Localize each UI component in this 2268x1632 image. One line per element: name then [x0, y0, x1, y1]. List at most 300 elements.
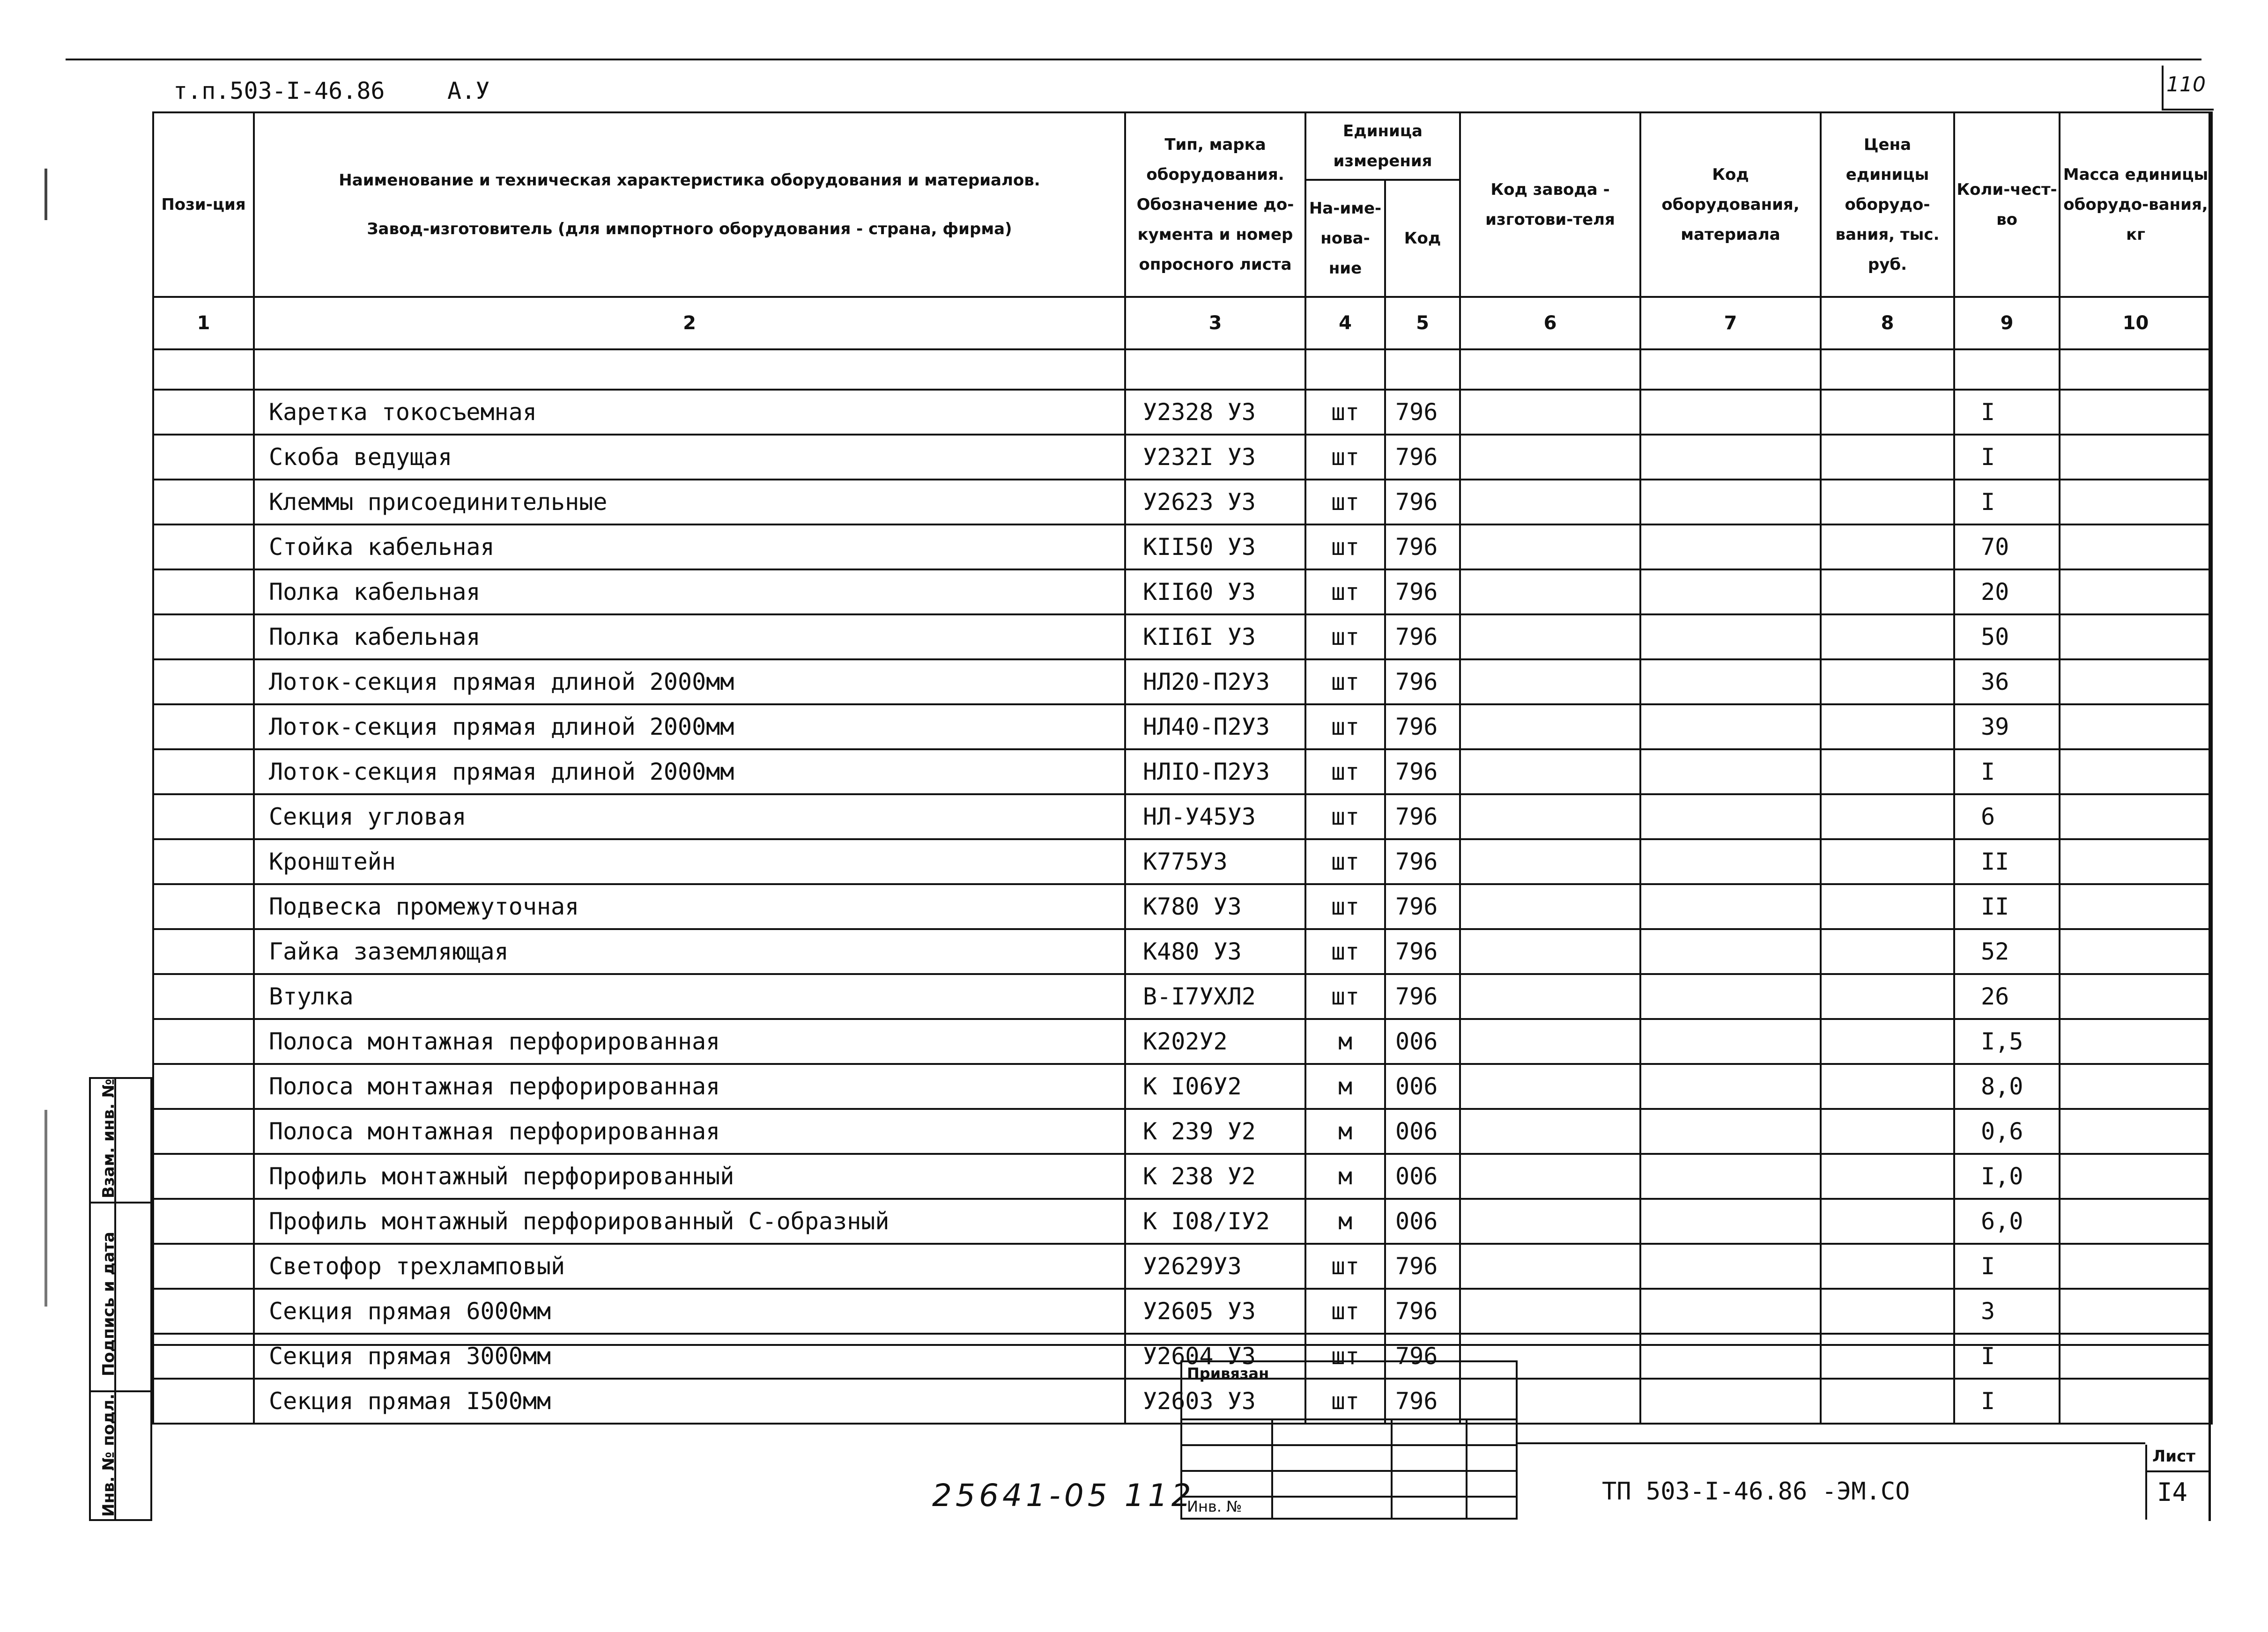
column-number: 3 [1125, 297, 1305, 349]
item-unit-code-cell: 796 [1385, 390, 1460, 435]
col-header-unit-group: Единица измерения [1305, 112, 1460, 180]
material-code-cell [1640, 1334, 1821, 1379]
item-unit-code-cell: 796 [1385, 614, 1460, 659]
item-unit-cell: шт [1305, 569, 1385, 614]
item-name-cell: Каретка токосъемная [254, 390, 1125, 435]
item-unit-code-cell: 796 [1385, 1379, 1460, 1424]
side-stamp-inv-original: Инв. № подл. [99, 1393, 118, 1517]
sheet-separator [2145, 1470, 2209, 1472]
item-unit-cell: шт [1305, 1379, 1385, 1424]
item-unit-cell: шт [1305, 480, 1385, 524]
header-row [153, 112, 2212, 180]
item-unit-cell: шт [1305, 704, 1385, 749]
price-cell [1821, 1289, 1954, 1334]
item-type-cell: У2605 У3 [1125, 1289, 1305, 1334]
col-header-price: Цена единицы оборудо-вания, тыс. руб. [1821, 112, 1954, 297]
item-name-cell: Полка кабельная [254, 614, 1125, 659]
mass-cell [2060, 974, 2212, 1019]
table-row [153, 1289, 2212, 1334]
price-cell [1821, 524, 1954, 569]
item-quantity-cell: I,0 [1954, 1154, 2060, 1199]
table-row [153, 1244, 2212, 1289]
item-unit-code-cell: 796 [1385, 749, 1460, 794]
factory-code-cell [1460, 1019, 1640, 1064]
material-code-cell [1640, 839, 1821, 884]
position-cell [153, 929, 254, 974]
position-cell [153, 1289, 254, 1334]
price-cell [1821, 974, 1954, 1019]
sheet-label: Лист [2152, 1447, 2195, 1466]
item-unit-cell: шт [1305, 749, 1385, 794]
handwritten-number: 25641-05 112 [932, 1477, 1195, 1514]
item-type-cell: В-I7УХЛ2 [1125, 974, 1305, 1019]
price-cell [1821, 794, 1954, 839]
side-stamp-signature-date: Подпись и дата [99, 1232, 118, 1376]
factory-code-cell [1460, 794, 1640, 839]
scan-artifact [44, 1110, 47, 1307]
item-quantity-cell: 36 [1954, 659, 2060, 704]
mass-cell [2060, 749, 2212, 794]
factory-code-cell [1460, 524, 1640, 569]
stamp-grid-line [1271, 1418, 1273, 1518]
item-name-cell: Секция прямая I500мм [254, 1379, 1125, 1424]
item-quantity-cell: I [1954, 480, 2060, 524]
col-header-mass: Масса единицы оборудо-вания, кг [2060, 112, 2212, 297]
page-number: 110 [2166, 73, 2206, 96]
column-number: 10 [2060, 297, 2212, 349]
position-cell [153, 884, 254, 929]
price-cell [1821, 1064, 1954, 1109]
column-number: 2 [254, 297, 1125, 349]
item-unit-cell: шт [1305, 839, 1385, 884]
item-unit-code-cell: 796 [1385, 1334, 1460, 1379]
material-code-cell [1640, 704, 1821, 749]
position-cell [153, 435, 254, 480]
document-code: т.п.503-I-46.86 [173, 77, 385, 104]
top-border-line [66, 59, 2201, 60]
factory-code-cell [1460, 480, 1640, 524]
inventory-number-label: Инв. № [1187, 1498, 1242, 1515]
item-unit-cell: шт [1305, 794, 1385, 839]
item-name-cell: Кронштейн [254, 839, 1125, 884]
mass-cell [2060, 704, 2212, 749]
price-cell [1821, 749, 1954, 794]
material-code-cell [1640, 1244, 1821, 1289]
item-type-cell: НЛ40-П2У3 [1125, 704, 1305, 749]
item-unit-code-cell: 006 [1385, 1109, 1460, 1154]
item-unit-cell: шт [1305, 524, 1385, 569]
mass-cell [2060, 480, 2212, 524]
factory-code-cell [1460, 1289, 1640, 1334]
position-cell [153, 1019, 254, 1064]
price-cell [1821, 1244, 1954, 1289]
factory-code-cell [1460, 1244, 1640, 1289]
factory-code-cell [1460, 884, 1640, 929]
material-code-cell [1640, 435, 1821, 480]
item-quantity-cell: I [1954, 1379, 2060, 1424]
table-row [153, 659, 2212, 704]
item-unit-cell: шт [1305, 435, 1385, 480]
item-type-cell: У232I У3 [1125, 435, 1305, 480]
mass-cell [2060, 1109, 2212, 1154]
item-quantity-cell: II [1954, 839, 2060, 884]
item-unit-code-cell: 796 [1385, 659, 1460, 704]
table-row [153, 569, 2212, 614]
blank-row [153, 349, 2212, 390]
material-code-cell [1640, 1154, 1821, 1199]
table-row [153, 704, 2212, 749]
table-row [153, 884, 2212, 929]
position-cell [153, 524, 254, 569]
position-cell [153, 614, 254, 659]
factory-code-cell [1460, 614, 1640, 659]
material-code-cell [1640, 1064, 1821, 1109]
price-cell [1821, 1154, 1954, 1199]
table-row [153, 1199, 2212, 1244]
item-name-cell: Профиль монтажный перфорированный С-образный [254, 1199, 1125, 1244]
material-code-cell [1640, 524, 1821, 569]
column-number-row [153, 297, 2212, 349]
table-row [153, 794, 2212, 839]
position-cell [153, 1244, 254, 1289]
item-quantity-cell: 8,0 [1954, 1064, 2060, 1109]
factory-code-cell [1460, 704, 1640, 749]
item-unit-code-cell: 006 [1385, 1019, 1460, 1064]
mass-cell [2060, 569, 2212, 614]
item-name-cell: Клеммы присоединительные [254, 480, 1125, 524]
factory-code-cell [1460, 974, 1640, 1019]
item-name-cell: Полоса монтажная перфорированная [254, 1109, 1125, 1154]
item-name-cell: Полка кабельная [254, 569, 1125, 614]
position-cell [153, 749, 254, 794]
col-header-quantity: Коли-чест-во [1954, 112, 2060, 297]
mass-cell [2060, 390, 2212, 435]
item-unit-cell: м [1305, 1154, 1385, 1199]
item-quantity-cell: 3 [1954, 1289, 2060, 1334]
factory-code-cell [1460, 929, 1640, 974]
item-unit-code-cell: 796 [1385, 524, 1460, 569]
item-unit-cell: шт [1305, 974, 1385, 1019]
position-cell [153, 839, 254, 884]
position-cell [153, 1109, 254, 1154]
sheet-number: I4 [2157, 1477, 2188, 1507]
item-unit-code-cell: 796 [1385, 974, 1460, 1019]
col-header-unit-code: Код [1385, 180, 1460, 297]
factory-code-cell [1460, 1109, 1640, 1154]
item-unit-cell: шт [1305, 1289, 1385, 1334]
item-unit-code-cell: 796 [1385, 794, 1460, 839]
col-header-name-line1: Наименование и техническая характеристика оборудования и материалов. [339, 171, 1040, 190]
item-type-cell: К480 У3 [1125, 929, 1305, 974]
table-row [153, 974, 2212, 1019]
position-cell [153, 480, 254, 524]
price-cell [1821, 1109, 1954, 1154]
price-cell [1821, 659, 1954, 704]
material-code-cell [1640, 1379, 1821, 1424]
factory-code-cell [1460, 839, 1640, 884]
table-row [153, 480, 2212, 524]
item-unit-code-cell: 796 [1385, 569, 1460, 614]
item-quantity-cell: 0,6 [1954, 1109, 2060, 1154]
item-unit-code-cell: 796 [1385, 435, 1460, 480]
mass-cell [2060, 1199, 2212, 1244]
position-cell [153, 704, 254, 749]
item-type-cell: У2623 У3 [1125, 480, 1305, 524]
item-type-cell: КII6I У3 [1125, 614, 1305, 659]
position-cell [153, 974, 254, 1019]
item-unit-cell: м [1305, 1199, 1385, 1244]
position-cell [153, 1154, 254, 1199]
material-code-cell [1640, 659, 1821, 704]
right-frame-line [2209, 111, 2211, 1521]
item-type-cell: У2604 У3 [1125, 1334, 1305, 1379]
material-code-cell [1640, 1289, 1821, 1334]
item-unit-code-cell: 796 [1385, 884, 1460, 929]
item-type-cell: У2603 У3 [1125, 1379, 1305, 1424]
item-name-cell: Лоток-секция прямая длиной 2000мм [254, 749, 1125, 794]
attached-label: Привязан [1187, 1365, 1269, 1382]
item-type-cell: КII60 У3 [1125, 569, 1305, 614]
column-number: 8 [1821, 297, 1954, 349]
material-code-cell [1640, 1109, 1821, 1154]
position-cell [153, 1064, 254, 1109]
price-cell [1821, 704, 1954, 749]
item-unit-cell: шт [1305, 1334, 1385, 1379]
material-code-cell [1640, 749, 1821, 794]
item-name-cell: Втулка [254, 974, 1125, 1019]
item-quantity-cell: 6,0 [1954, 1199, 2060, 1244]
item-unit-cell: шт [1305, 614, 1385, 659]
item-unit-cell: шт [1305, 1244, 1385, 1289]
table-row [153, 749, 2212, 794]
item-quantity-cell: I [1954, 1244, 2060, 1289]
table-row [153, 435, 2212, 480]
factory-code-cell [1460, 390, 1640, 435]
price-cell [1821, 614, 1954, 659]
item-unit-code-cell: 006 [1385, 1154, 1460, 1199]
item-unit-cell: шт [1305, 884, 1385, 929]
mass-cell [2060, 614, 2212, 659]
material-code-cell [1640, 794, 1821, 839]
price-cell [1821, 1334, 1954, 1379]
stamp-grid-line [1466, 1418, 1468, 1518]
material-code-cell [1640, 1199, 1821, 1244]
factory-code-cell [1460, 435, 1640, 480]
table-row [153, 839, 2212, 884]
col-header-name [254, 112, 1125, 297]
item-unit-code-cell: 006 [1385, 1064, 1460, 1109]
col-header-factory-code: Код завода - изготови-теля [1460, 112, 1640, 297]
item-name-cell: Подвеска промежуточная [254, 884, 1125, 929]
table-row [153, 1019, 2212, 1064]
item-quantity-cell: 70 [1954, 524, 2060, 569]
table-row [153, 929, 2212, 974]
item-unit-cell: шт [1305, 659, 1385, 704]
position-cell [153, 794, 254, 839]
item-name-cell: Полоса монтажная перфорированная [254, 1019, 1125, 1064]
side-stamp-separator [91, 1202, 150, 1204]
specification-table [152, 111, 2213, 1425]
table-bottom-line [152, 1344, 2211, 1346]
item-type-cell: К 239 У2 [1125, 1109, 1305, 1154]
item-unit-code-cell: 796 [1385, 1244, 1460, 1289]
item-quantity-cell: 52 [1954, 929, 2060, 974]
item-name-cell: Профиль монтажный перфорированный [254, 1154, 1125, 1199]
material-code-cell [1640, 614, 1821, 659]
item-type-cell: К I06У2 [1125, 1064, 1305, 1109]
factory-code-cell [1460, 569, 1640, 614]
mass-cell [2060, 435, 2212, 480]
price-cell [1821, 1199, 1954, 1244]
factory-code-cell [1460, 1154, 1640, 1199]
mass-cell [2060, 1379, 2212, 1424]
factory-code-cell [1460, 749, 1640, 794]
position-cell [153, 569, 254, 614]
position-cell [153, 1199, 254, 1244]
item-quantity-cell: 20 [1954, 569, 2060, 614]
item-quantity-cell: I [1954, 749, 2060, 794]
mass-cell [2060, 794, 2212, 839]
stamp-grid-line [1391, 1418, 1393, 1518]
item-quantity-cell: 39 [1954, 704, 2060, 749]
item-quantity-cell: 6 [1954, 794, 2060, 839]
attached-stamp [1180, 1360, 1518, 1520]
side-stamp-separator [91, 1390, 150, 1392]
factory-code-cell [1460, 1064, 1640, 1109]
scan-artifact [44, 169, 47, 220]
item-name-cell: Секция прямая 6000мм [254, 1289, 1125, 1334]
item-unit-code-cell: 796 [1385, 839, 1460, 884]
side-stamp [89, 1077, 152, 1521]
price-cell [1821, 390, 1954, 435]
table-row [153, 1064, 2212, 1109]
item-unit-code-cell: 796 [1385, 1289, 1460, 1334]
material-code-cell [1640, 1019, 1821, 1064]
item-unit-cell: шт [1305, 390, 1385, 435]
item-name-cell: Секция угловая [254, 794, 1125, 839]
price-cell [1821, 839, 1954, 884]
item-unit-code-cell: 796 [1385, 704, 1460, 749]
material-code-cell [1640, 569, 1821, 614]
item-unit-code-cell: 796 [1385, 929, 1460, 974]
price-cell [1821, 569, 1954, 614]
item-unit-cell: шт [1305, 929, 1385, 974]
mass-cell [2060, 884, 2212, 929]
mass-cell [2060, 1064, 2212, 1109]
factory-code-cell [1460, 659, 1640, 704]
mass-cell [2060, 1154, 2212, 1199]
price-cell [1821, 435, 1954, 480]
mass-cell [2060, 1019, 2212, 1064]
item-type-cell: К I08/IУ2 [1125, 1199, 1305, 1244]
item-name-cell: Гайка заземляющая [254, 929, 1125, 974]
column-number: 5 [1385, 297, 1460, 349]
mass-cell [2060, 1244, 2212, 1289]
item-type-cell: У2328 У3 [1125, 390, 1305, 435]
item-name-cell: Лоток-секция прямая длиной 2000мм [254, 704, 1125, 749]
mass-cell [2060, 929, 2212, 974]
mass-cell [2060, 839, 2212, 884]
mass-cell [2060, 1289, 2212, 1334]
price-cell [1821, 929, 1954, 974]
item-quantity-cell: I [1954, 435, 2060, 480]
footer-document-code: ТП 503-I-46.86 -ЭМ.СО [1602, 1477, 1910, 1506]
position-cell [153, 659, 254, 704]
item-unit-cell: м [1305, 1019, 1385, 1064]
item-unit-code-cell: 796 [1385, 480, 1460, 524]
position-cell [153, 1334, 254, 1379]
col-header-unit-name: На-име-нова-ние [1305, 180, 1385, 297]
mass-cell [2060, 659, 2212, 704]
table-row [153, 1109, 2212, 1154]
item-type-cell: К780 У3 [1125, 884, 1305, 929]
table-row [153, 390, 2212, 435]
item-quantity-cell: II [1954, 884, 2060, 929]
item-type-cell: НЛ-У45У3 [1125, 794, 1305, 839]
item-name-cell: Скоба ведущая [254, 435, 1125, 480]
factory-code-cell [1460, 1199, 1640, 1244]
item-quantity-cell: I,5 [1954, 1019, 2060, 1064]
item-type-cell: НЛ20-П2У3 [1125, 659, 1305, 704]
item-type-cell: КII50 У3 [1125, 524, 1305, 569]
side-stamp-inv-replace: Взам. инв. № [99, 1078, 118, 1198]
price-cell [1821, 1379, 1954, 1424]
col-header-type: Тип, марка оборудования. Обозначение до-кумента и номер опросного листа [1125, 112, 1305, 297]
material-code-cell [1640, 480, 1821, 524]
column-number: 9 [1954, 297, 2060, 349]
item-name-cell: Лоток-секция прямая длиной 2000мм [254, 659, 1125, 704]
table-row [153, 1154, 2212, 1199]
material-code-cell [1640, 390, 1821, 435]
item-unit-cell: м [1305, 1064, 1385, 1109]
item-unit-code-cell: 006 [1385, 1199, 1460, 1244]
item-quantity-cell: I [1954, 390, 2060, 435]
item-quantity-cell: 50 [1954, 614, 2060, 659]
price-cell [1821, 480, 1954, 524]
col-header-name-line2: Завод-изготовитель (для импортного оборудования - страна, фирма) [367, 220, 1012, 238]
position-cell [153, 390, 254, 435]
table-row [153, 524, 2212, 569]
item-quantity-cell: 26 [1954, 974, 2060, 1019]
item-type-cell: НЛIO-П2У3 [1125, 749, 1305, 794]
table-row [153, 614, 2212, 659]
section-label: А.У [447, 77, 490, 104]
item-quantity-cell: I [1954, 1334, 2060, 1379]
item-type-cell: К 238 У2 [1125, 1154, 1305, 1199]
column-number: 7 [1640, 297, 1821, 349]
item-type-cell: К775У3 [1125, 839, 1305, 884]
price-cell [1821, 1019, 1954, 1064]
price-cell [1821, 884, 1954, 929]
material-code-cell [1640, 884, 1821, 929]
col-header-position: Пози-ция [153, 112, 254, 297]
item-name-cell: Полоса монтажная перфорированная [254, 1064, 1125, 1109]
material-code-cell [1640, 929, 1821, 974]
material-code-cell [1640, 974, 1821, 1019]
item-name-cell: Светофор трехламповый [254, 1244, 1125, 1289]
column-number: 6 [1460, 297, 1640, 349]
col-header-material-code: Код оборудования, материала [1640, 112, 1821, 297]
mass-cell [2060, 1334, 2212, 1379]
mass-cell [2060, 524, 2212, 569]
item-type-cell: У2629У3 [1125, 1244, 1305, 1289]
item-unit-cell: м [1305, 1109, 1385, 1154]
item-name-cell: Секция прямая 3000мм [254, 1334, 1125, 1379]
column-number: 1 [153, 297, 254, 349]
column-number: 4 [1305, 297, 1385, 349]
item-name-cell: Стойка кабельная [254, 524, 1125, 569]
item-type-cell: К202У2 [1125, 1019, 1305, 1064]
